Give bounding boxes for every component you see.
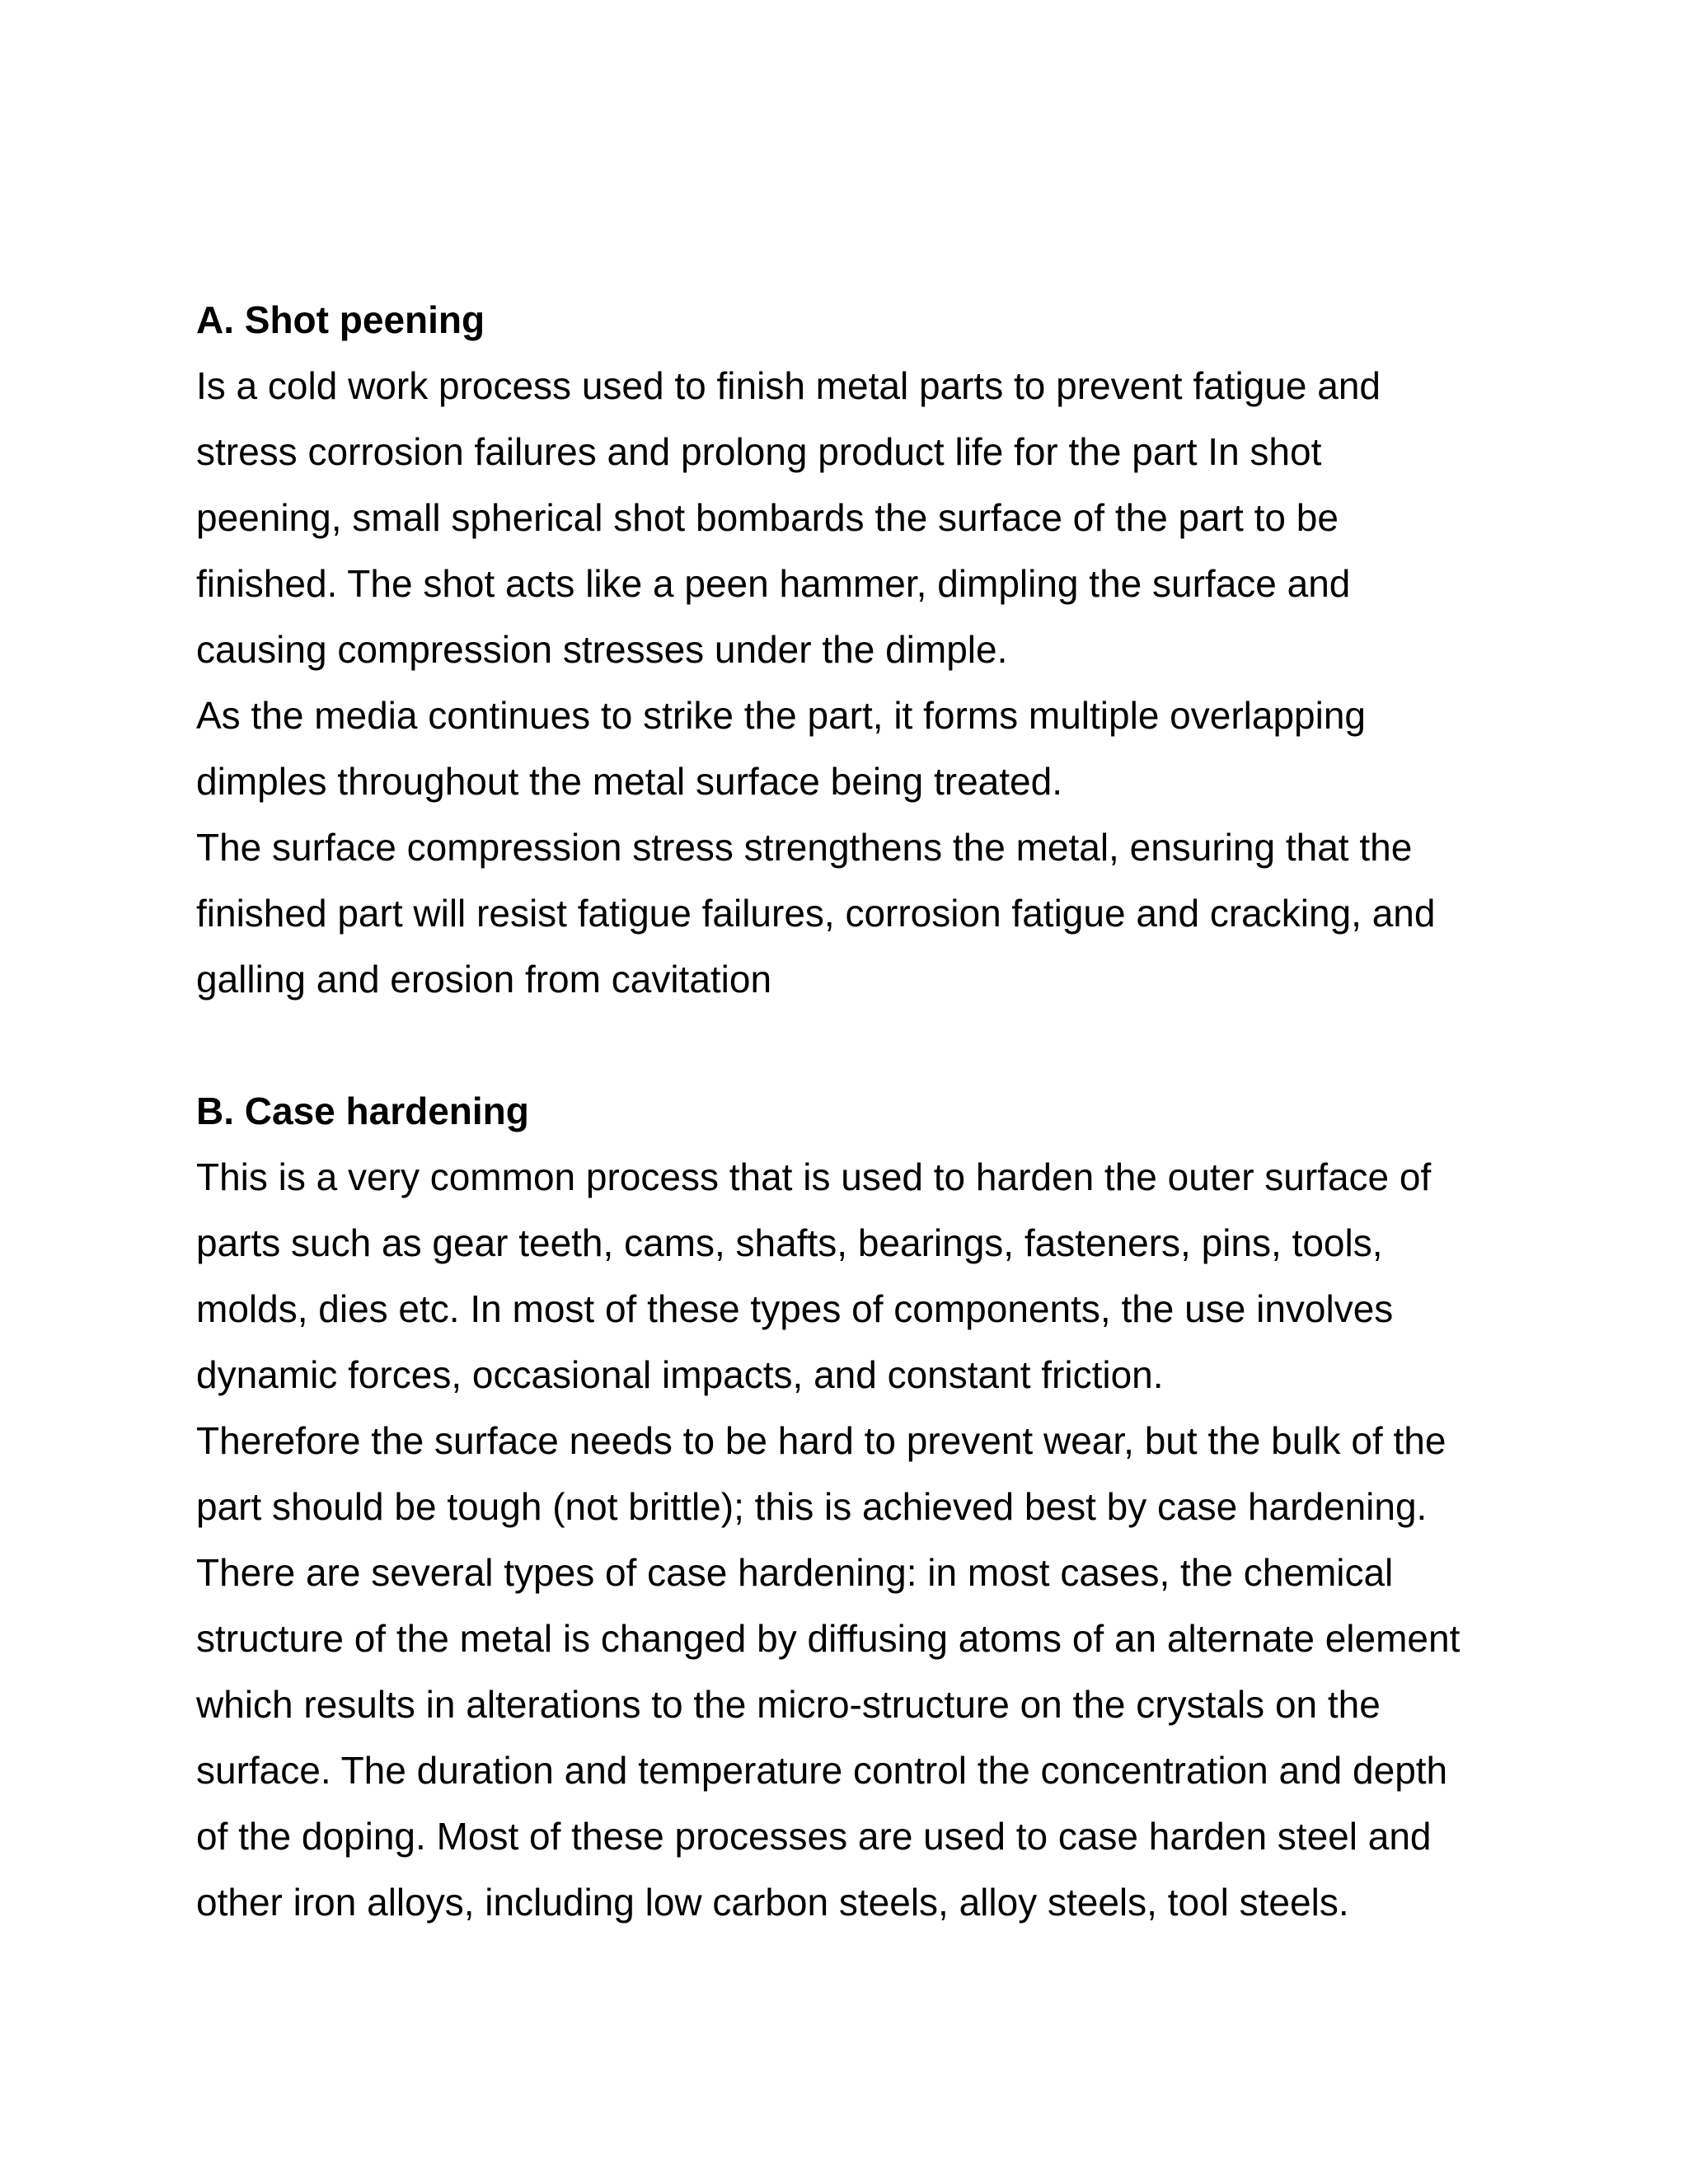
section-a-line: peening, small spherical shot bombards the surface of the part to be (196, 496, 1339, 539)
section-b-line: part should be tough (not brittle); this is achieved best by case hardening. (196, 1485, 1428, 1528)
section-a-line: Is a cold work process used to finish metal parts to prevent fatigue and (196, 364, 1381, 407)
document-body (196, 287, 1515, 1935)
section-b-line: dynamic forces, occasional impacts, and constant friction. (196, 1353, 1164, 1396)
section-b-line: parts such as gear teeth, cams, shafts, bearings, fasteners, pins, tools, (196, 1221, 1383, 1264)
section-a-line: causing compression stresses under the dimple. (196, 628, 1008, 671)
section-b-line: structure of the metal is changed by diffusing atoms of an alternate element (196, 1617, 1461, 1660)
section-spacer (196, 1012, 1515, 1078)
section-b-heading: B. Case hardening (196, 1090, 529, 1132)
section-b-line: other iron alloys, including low carbon steels, alloy steels, tool steels. (196, 1881, 1349, 1924)
section-a-line: galling and erosion from cavitation (196, 958, 772, 1001)
section-b-line: This is a very common process that is used to harden the outer surface of (196, 1155, 1432, 1198)
section-a-line: The surface compression stress strengthens the metal, ensuring that the (196, 826, 1413, 869)
section-a-line: dimples throughout the metal surface being treated. (196, 760, 1062, 803)
section-b-line: There are several types of case hardening: in most cases, the chemical (196, 1551, 1394, 1594)
section-b-line: which results in alterations to the micro-structure on the crystals on the (196, 1683, 1381, 1726)
section-a-heading: A. Shot peening (196, 298, 485, 341)
section-b-line: of the doping. Most of these processes are used to case harden steel and (196, 1815, 1432, 1858)
section-a-line: finished. The shot acts like a peen hammer, dimpling the surface and (196, 562, 1351, 605)
section-a-line: As the media continues to strike the part, it forms multiple overlapping (196, 694, 1367, 737)
section-a-line: stress corrosion failures and prolong product life for the part In shot (196, 430, 1322, 473)
section-a-line: finished part will resist fatigue failures, corrosion fatigue and cracking, and (196, 892, 1436, 935)
section-b-line: surface. The duration and temperature control the concentration and depth (196, 1749, 1448, 1792)
section-b-line: molds, dies etc. In most of these types of components, the use involves (196, 1287, 1394, 1330)
section-b-line: Therefore the surface needs to be hard to prevent wear, but the bulk of the (196, 1419, 1447, 1462)
